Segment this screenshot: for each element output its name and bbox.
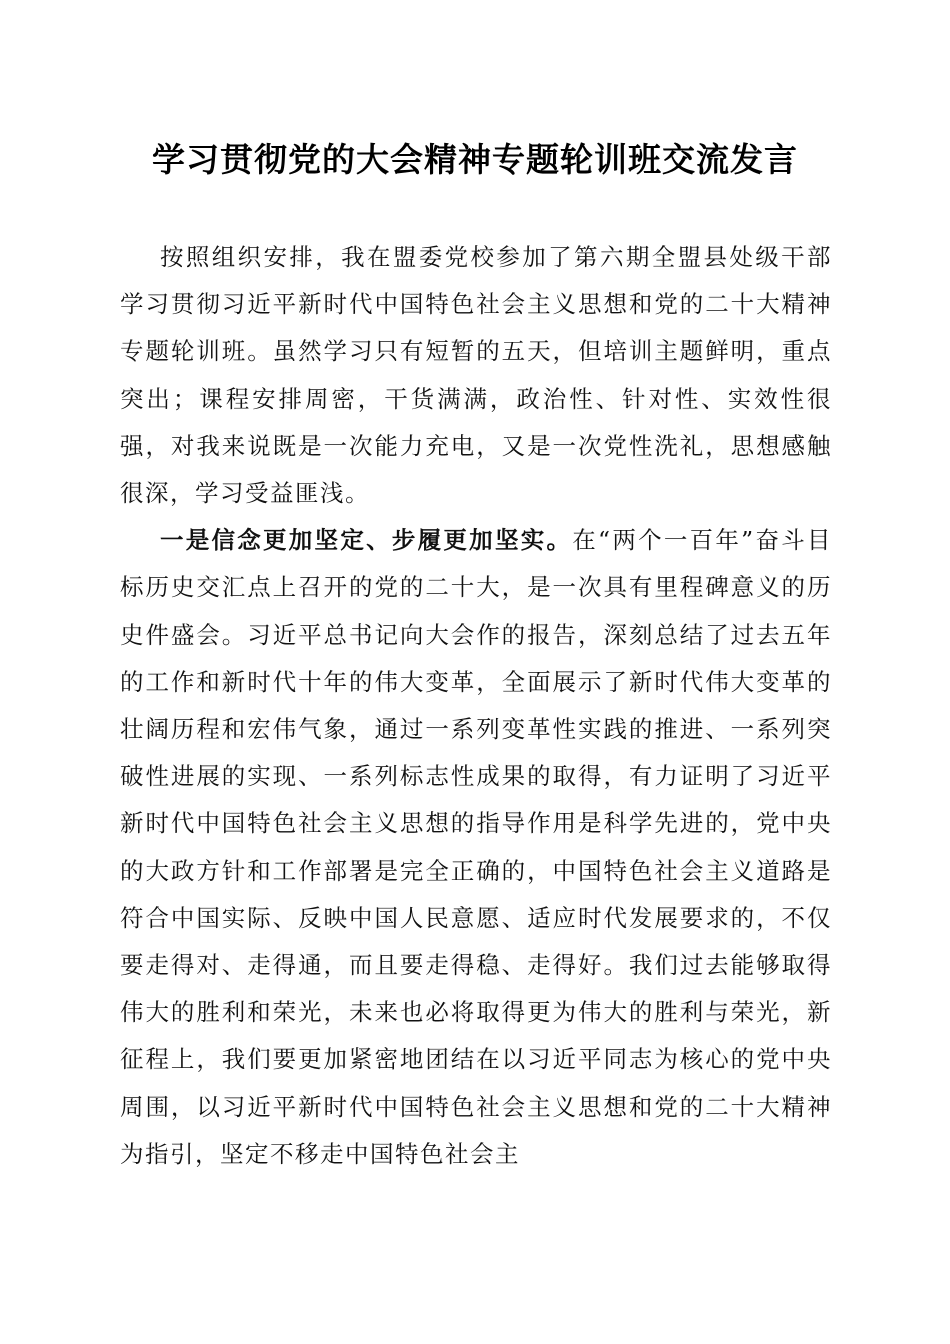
- paragraph-point-one: [120, 517, 832, 1178]
- document-body: [120, 234, 832, 1178]
- paragraph-point-one-body: 在“两个一百年”奋斗目标历史交汇点上召开的党的二十大，是一次具有里程碑意义的历史件盛会。习近平总书记向大会作的报告，深刻总结了过去五年的工作和新时代十年的伟大变革，全面展示了新时代伟大变革的壮阔历程和宏伟气象，通过一系列变革性实践的推进、一系列突破性进展的实现、一系列标志性成果的取得，有力证明了习近平新时代中国特色社会主义思想的指导作用是科学先进的，党中央的大政方针和工作部署是完全正确的，中国特色社会主义道路是符合中国实际、反映中国人民意愿、适应时代发展要求的，不仅要走得对、走得通，而且要走得稳、走得好。我们过去能够取得伟大的胜利和荣光，未来也必将取得更为伟大的胜利与荣光，新征程上，我们要更加紧密地团结在以习近平同志为核心的党中央周围，以习近平新时代中国特色社会主义思想和党的二十大精神为指引，坚定不移走中国特色社会主: [120, 526, 832, 1168]
- document-title: 学习贯彻党的大会精神专题轮训班交流发言: [152, 140, 798, 179]
- paragraph-point-one-lead: 一是信念更加坚定、步履更加坚实。: [159, 526, 573, 555]
- paragraph-intro: 按照组织安排，我在盟委党校参加了第六期全盟县处级干部学习贯彻习近平新时代中国特色社会主义思想和党的二十大精神专题轮训班。虽然学习只有短暂的五天，但培训主题鲜明，重点突出；课程安排周密，干货满满，政治性、针对性、实效性很强，对我来说既是一次能力充电，又是一次党性洗礼，思想感触很深，学习受益匪浅。: [120, 243, 832, 508]
